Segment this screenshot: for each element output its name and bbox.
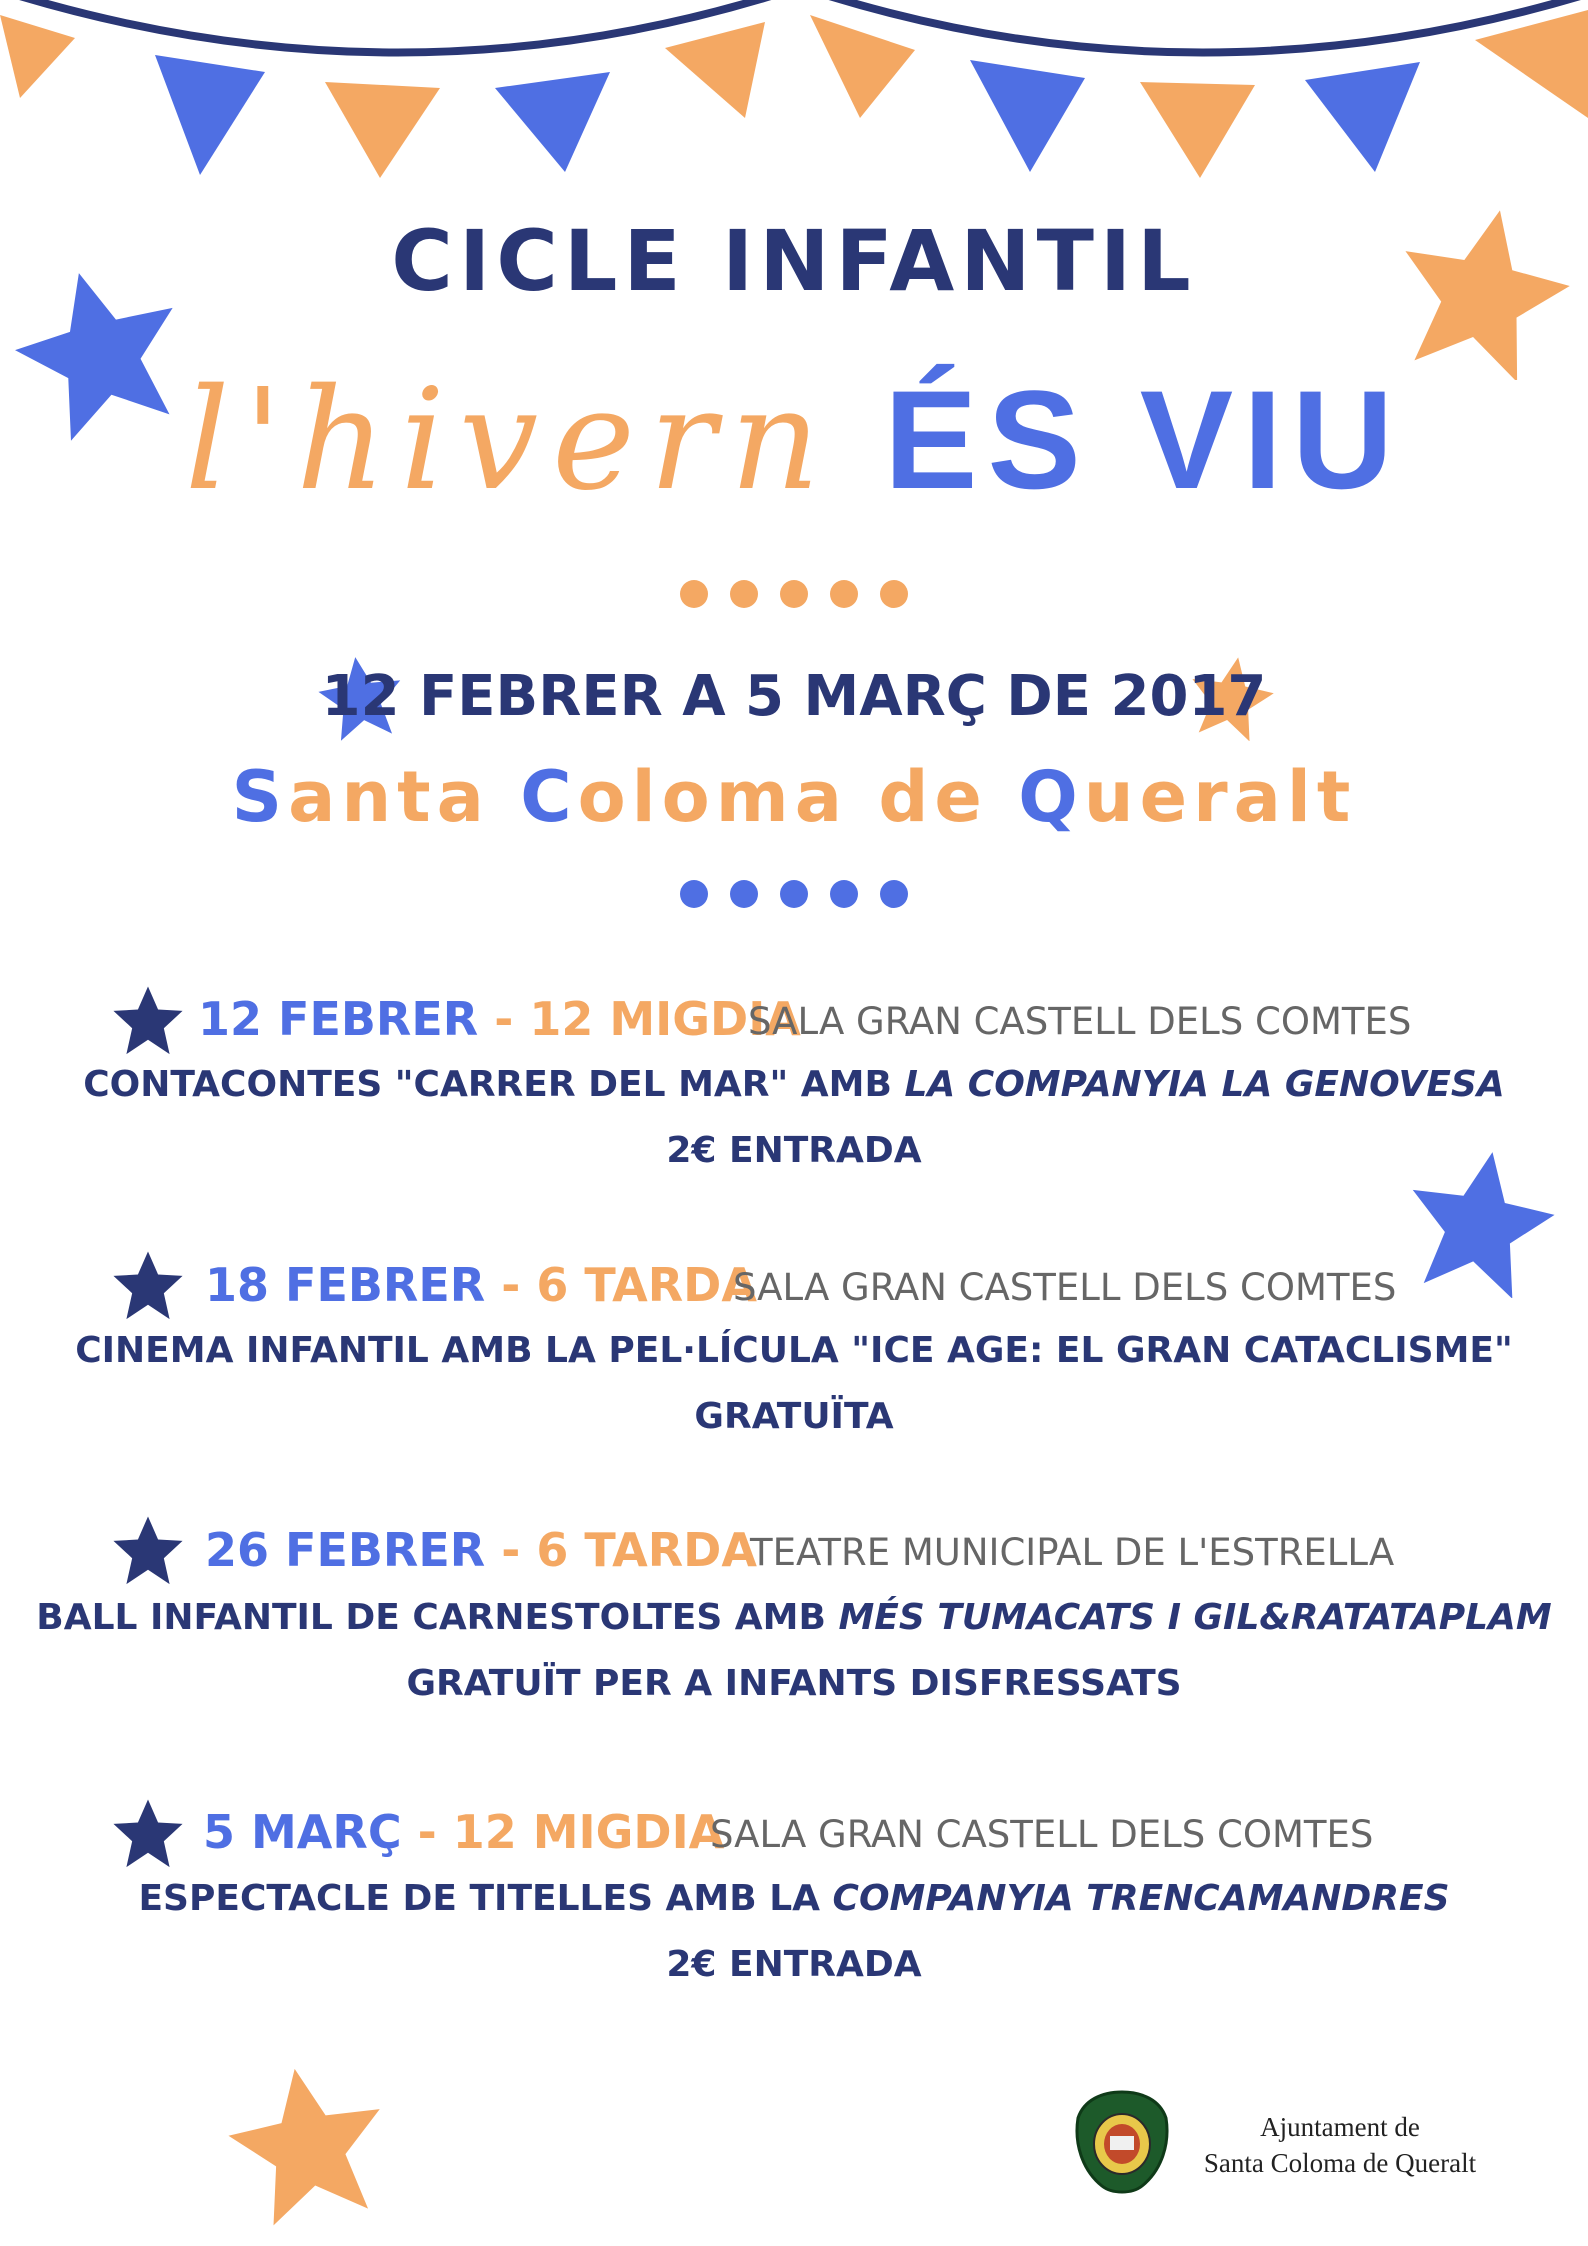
event-description: ESPECTACLE DE TITELLES AMB LA COMPANYIA TRENCAMANDRES xyxy=(138,1878,1450,1919)
flag-orange xyxy=(0,15,75,98)
event-description: CONTACONTES "CARRER DEL MAR" AMB LA COMPANYIA LA GENOVESA xyxy=(83,1064,1505,1105)
date-range: 12 FEBRER A 5 MARÇ DE 2017 xyxy=(321,664,1267,729)
star-icon xyxy=(108,985,188,1057)
event-price: GRATUÏT PER A INFANTS DISFRESSATS xyxy=(406,1663,1182,1704)
event-heading: 18 FEBRER - 6 TARDA xyxy=(205,1258,757,1312)
flag-orange xyxy=(1475,10,1588,118)
flag-blue xyxy=(495,72,610,172)
event-heading: 5 MARÇ - 12 MIGDIA xyxy=(203,1805,725,1859)
flag-blue xyxy=(970,60,1085,172)
poster-subtitle: CICLE INFANTIL xyxy=(391,212,1197,310)
flag-orange xyxy=(1140,82,1255,178)
dots-divider-blue xyxy=(0,880,1588,908)
flag-orange xyxy=(810,15,915,118)
event-location: TEATRE MUNICIPAL DE L'ESTRELLA xyxy=(750,1531,1395,1574)
star-icon xyxy=(108,1798,188,1870)
star-icon xyxy=(108,1515,188,1587)
event-location: SALA GRAN CASTELL DELS COMTES xyxy=(733,1266,1397,1309)
event-heading: 26 FEBRER - 6 TARDA xyxy=(205,1523,757,1577)
star-icon xyxy=(228,2062,388,2227)
event-heading: 12 FEBRER - 12 MIGDIA xyxy=(198,992,801,1046)
flag-blue xyxy=(155,55,265,175)
event-price: 2€ ENTRADA xyxy=(666,1944,922,1985)
flag-orange xyxy=(665,22,765,118)
title-script: l'hivern xyxy=(184,359,835,522)
star-icon xyxy=(108,1250,188,1322)
flag-orange xyxy=(325,82,440,178)
event-price: 2€ ENTRADA xyxy=(666,1130,922,1171)
flag-blue xyxy=(1305,62,1420,172)
town-name: Santa Coloma de Queralt xyxy=(231,756,1357,838)
poster-title xyxy=(0,359,1588,522)
event-description: BALL INFANTIL DE CARNESTOLTES AMB MÉS TUMACATS I GIL&RATATAPLAM xyxy=(36,1597,1552,1638)
footer-line1: Ajuntament de xyxy=(1260,2112,1420,2142)
event-price: GRATUÏTA xyxy=(694,1396,894,1437)
event-location: SALA GRAN CASTELL DELS COMTES xyxy=(710,1813,1374,1856)
event-description: CINEMA INFANTIL AMB LA PEL·LÍCULA "ICE AGE: EL GRAN CATACLISME" xyxy=(75,1330,1513,1371)
town-crest-icon xyxy=(1072,2088,1172,2198)
event-location: SALA GRAN CASTELL DELS COMTES xyxy=(748,1000,1412,1043)
footer-line2: Santa Coloma de Queralt xyxy=(1203,2148,1477,2178)
title-bold: ÉS VIU xyxy=(884,361,1404,518)
bunting-garland xyxy=(0,0,1588,190)
dots-divider-orange xyxy=(0,580,1588,608)
